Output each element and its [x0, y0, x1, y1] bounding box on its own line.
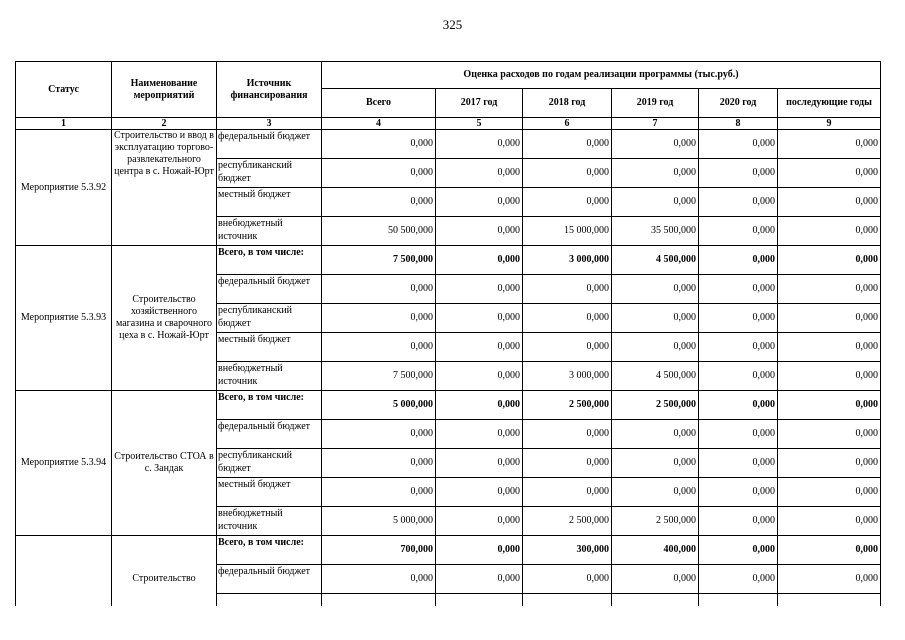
amount-cell: 700,000	[322, 536, 436, 565]
funding-source: федеральный бюджет	[217, 420, 322, 449]
amount-cell: 0,000	[699, 536, 778, 565]
amount-cell: 0,000	[523, 130, 612, 159]
amount-cell: 0,000	[436, 565, 523, 594]
funding-source: Всего, в том числе:	[217, 391, 322, 420]
amount-cell: 0,000	[699, 159, 778, 188]
amount-cell: 0,000	[778, 130, 881, 159]
amount-cell: 0,000	[523, 333, 612, 362]
amount-cell: 0,000	[612, 159, 699, 188]
amount-cell: 0,000	[523, 159, 612, 188]
amount-cell: 0,000	[699, 507, 778, 536]
amount-cell: 0,000	[523, 420, 612, 449]
amount-cell: 0,000	[436, 217, 523, 246]
funding-source: внебюджетный источник	[217, 362, 322, 391]
amount-cell: 5 000,000	[322, 391, 436, 420]
funding-source: внебюджетный источник	[217, 217, 322, 246]
amount-cell: 7 500,000	[322, 362, 436, 391]
funding-source: местный бюджет	[217, 188, 322, 217]
funding-source: федеральный бюджет	[217, 275, 322, 304]
header-year: 2017 год	[436, 89, 523, 118]
amount-cell: 0,000	[436, 362, 523, 391]
amount-cell: 0,000	[436, 449, 523, 478]
amount-cell: 0,000	[778, 333, 881, 362]
column-number: 9	[778, 118, 881, 130]
amount-cell: 35 500,000	[612, 217, 699, 246]
amount-cell: 0,000	[778, 159, 881, 188]
amount-cell: 0,000	[778, 449, 881, 478]
amount-cell: 0,000	[778, 188, 881, 217]
header-year: последующие годы	[778, 89, 881, 118]
amount-cell: 0,000	[699, 391, 778, 420]
measure-status: Мероприятие 5.3.94	[16, 391, 112, 536]
amount-cell: 0,000	[778, 536, 881, 565]
amount-cell: 0,000	[436, 507, 523, 536]
funding-source: местный бюджет	[217, 478, 322, 507]
amount-cell: 0,000	[699, 217, 778, 246]
amount-cell: 0,000	[436, 391, 523, 420]
funding-source: республиканский бюджет	[217, 304, 322, 333]
amount-cell: 0,000	[436, 188, 523, 217]
amount-cell: 0,000	[322, 420, 436, 449]
amount-cell: 0,000	[778, 565, 881, 594]
header-year: Всего	[322, 89, 436, 118]
amount-cell: 0,000	[612, 304, 699, 333]
funding-source: федеральный бюджет	[217, 130, 322, 159]
amount-cell: 0,000	[436, 246, 523, 275]
amount-cell: 3 000,000	[523, 246, 612, 275]
amount-cell: 0,000	[778, 391, 881, 420]
amount-cell: 0,000	[778, 217, 881, 246]
amount-cell: 2 500,000	[523, 507, 612, 536]
table-row	[16, 536, 881, 565]
column-number: 2	[112, 118, 217, 130]
amount-cell: 0,000	[322, 304, 436, 333]
header-estimate: Оценка расходов по годам реализации программы (тыс.руб.)	[322, 62, 881, 89]
column-number: 8	[699, 118, 778, 130]
table-row	[16, 246, 881, 275]
funding-source: федеральный бюджет	[217, 565, 322, 594]
column-number: 1	[16, 118, 112, 130]
measure-name: Строительство СТОА в с. Зандак	[112, 391, 217, 536]
measure-name: Строительство и ввод в эксплуатацию торгово-развлекательного центра в с. Ножай-Юрт	[112, 130, 217, 246]
header-status: Статус	[16, 62, 112, 118]
amount-cell: 0,000	[612, 449, 699, 478]
header-year: 2018 год	[523, 89, 612, 118]
amount-cell: 300,000	[523, 536, 612, 565]
amount-cell: 0,000	[778, 246, 881, 275]
header-name: Наименование мероприятий	[112, 62, 217, 118]
amount-cell: 2 500,000	[612, 507, 699, 536]
amount-cell: 2 500,000	[523, 391, 612, 420]
amount-cell: 0,000	[778, 478, 881, 507]
measure-name: Строительство	[112, 536, 217, 623]
amount-cell: 0,000	[523, 304, 612, 333]
amount-cell: 0,000	[612, 333, 699, 362]
measure-status: Мероприятие 5.3.93	[16, 246, 112, 391]
amount-cell: 0,000	[436, 333, 523, 362]
amount-cell: 0,000	[778, 507, 881, 536]
amount-cell: 0,000	[523, 449, 612, 478]
amount-cell: 0,000	[699, 130, 778, 159]
amount-cell: 0,000	[436, 478, 523, 507]
table-body	[16, 130, 881, 623]
funding-source: Всего, в том числе:	[217, 246, 322, 275]
header-source: Источник финансирования	[217, 62, 322, 118]
amount-cell: 3 000,000	[523, 362, 612, 391]
amount-cell: 0,000	[778, 304, 881, 333]
funding-source: республиканский бюджет	[217, 159, 322, 188]
amount-cell: 0,000	[699, 449, 778, 478]
amount-cell: 0,000	[322, 275, 436, 304]
amount-cell: 400,000	[612, 536, 699, 565]
amount-cell: 0,000	[436, 159, 523, 188]
amount-cell: 5 000,000	[322, 507, 436, 536]
amount-cell: 0,000	[523, 565, 612, 594]
funding-source: Всего, в том числе:	[217, 536, 322, 565]
amount-cell: 0,000	[612, 478, 699, 507]
amount-cell: 0,000	[699, 420, 778, 449]
table-row	[16, 391, 881, 420]
amount-cell: 0,000	[436, 420, 523, 449]
header-year: 2019 год	[612, 89, 699, 118]
amount-cell: 0,000	[699, 565, 778, 594]
amount-cell: 0,000	[322, 449, 436, 478]
amount-cell: 0,000	[699, 362, 778, 391]
amount-cell: 0,000	[699, 188, 778, 217]
amount-cell: 0,000	[612, 188, 699, 217]
amount-cell: 0,000	[699, 478, 778, 507]
amount-cell: 0,000	[699, 304, 778, 333]
page-number: 325	[442, 17, 463, 32]
amount-cell: 0,000	[322, 159, 436, 188]
column-number: 5	[436, 118, 523, 130]
amount-cell: 7 500,000	[322, 246, 436, 275]
amount-cell: 4 500,000	[612, 246, 699, 275]
amount-cell: 0,000	[322, 130, 436, 159]
expense-table	[15, 61, 881, 623]
funding-source: местный бюджет	[217, 333, 322, 362]
amount-cell: 0,000	[612, 420, 699, 449]
amount-cell: 0,000	[778, 420, 881, 449]
table-row	[16, 130, 881, 159]
column-number: 7	[612, 118, 699, 130]
amount-cell: 0,000	[436, 130, 523, 159]
amount-cell: 0,000	[778, 275, 881, 304]
amount-cell: 0,000	[322, 478, 436, 507]
amount-cell: 0,000	[612, 130, 699, 159]
amount-cell: 0,000	[436, 304, 523, 333]
header-year: 2020 год	[699, 89, 778, 118]
amount-cell: 15 000,000	[523, 217, 612, 246]
column-number: 6	[523, 118, 612, 130]
amount-cell: 0,000	[436, 275, 523, 304]
amount-cell: 0,000	[523, 478, 612, 507]
amount-cell: 0,000	[322, 188, 436, 217]
amount-cell: 0,000	[778, 362, 881, 391]
amount-cell: 0,000	[699, 275, 778, 304]
funding-source: республиканский бюджет	[217, 449, 322, 478]
amount-cell: 0,000	[523, 188, 612, 217]
page-cutoff	[0, 606, 905, 640]
amount-cell: 0,000	[699, 246, 778, 275]
column-number: 3	[217, 118, 322, 130]
amount-cell: 0,000	[523, 275, 612, 304]
amount-cell: 0,000	[699, 333, 778, 362]
amount-cell: 0,000	[612, 565, 699, 594]
column-number: 4	[322, 118, 436, 130]
amount-cell: 0,000	[322, 333, 436, 362]
measure-name: Строительство хозяйственного магазина и сварочного цеха в с. Ножай-Юрт	[112, 246, 217, 391]
amount-cell: 0,000	[436, 536, 523, 565]
amount-cell: 4 500,000	[612, 362, 699, 391]
amount-cell: 0,000	[322, 565, 436, 594]
funding-source: внебюджетный источник	[217, 507, 322, 536]
amount-cell: 2 500,000	[612, 391, 699, 420]
amount-cell: 0,000	[612, 275, 699, 304]
amount-cell: 50 500,000	[322, 217, 436, 246]
measure-status: Мероприятие 5.3.92	[16, 130, 112, 246]
